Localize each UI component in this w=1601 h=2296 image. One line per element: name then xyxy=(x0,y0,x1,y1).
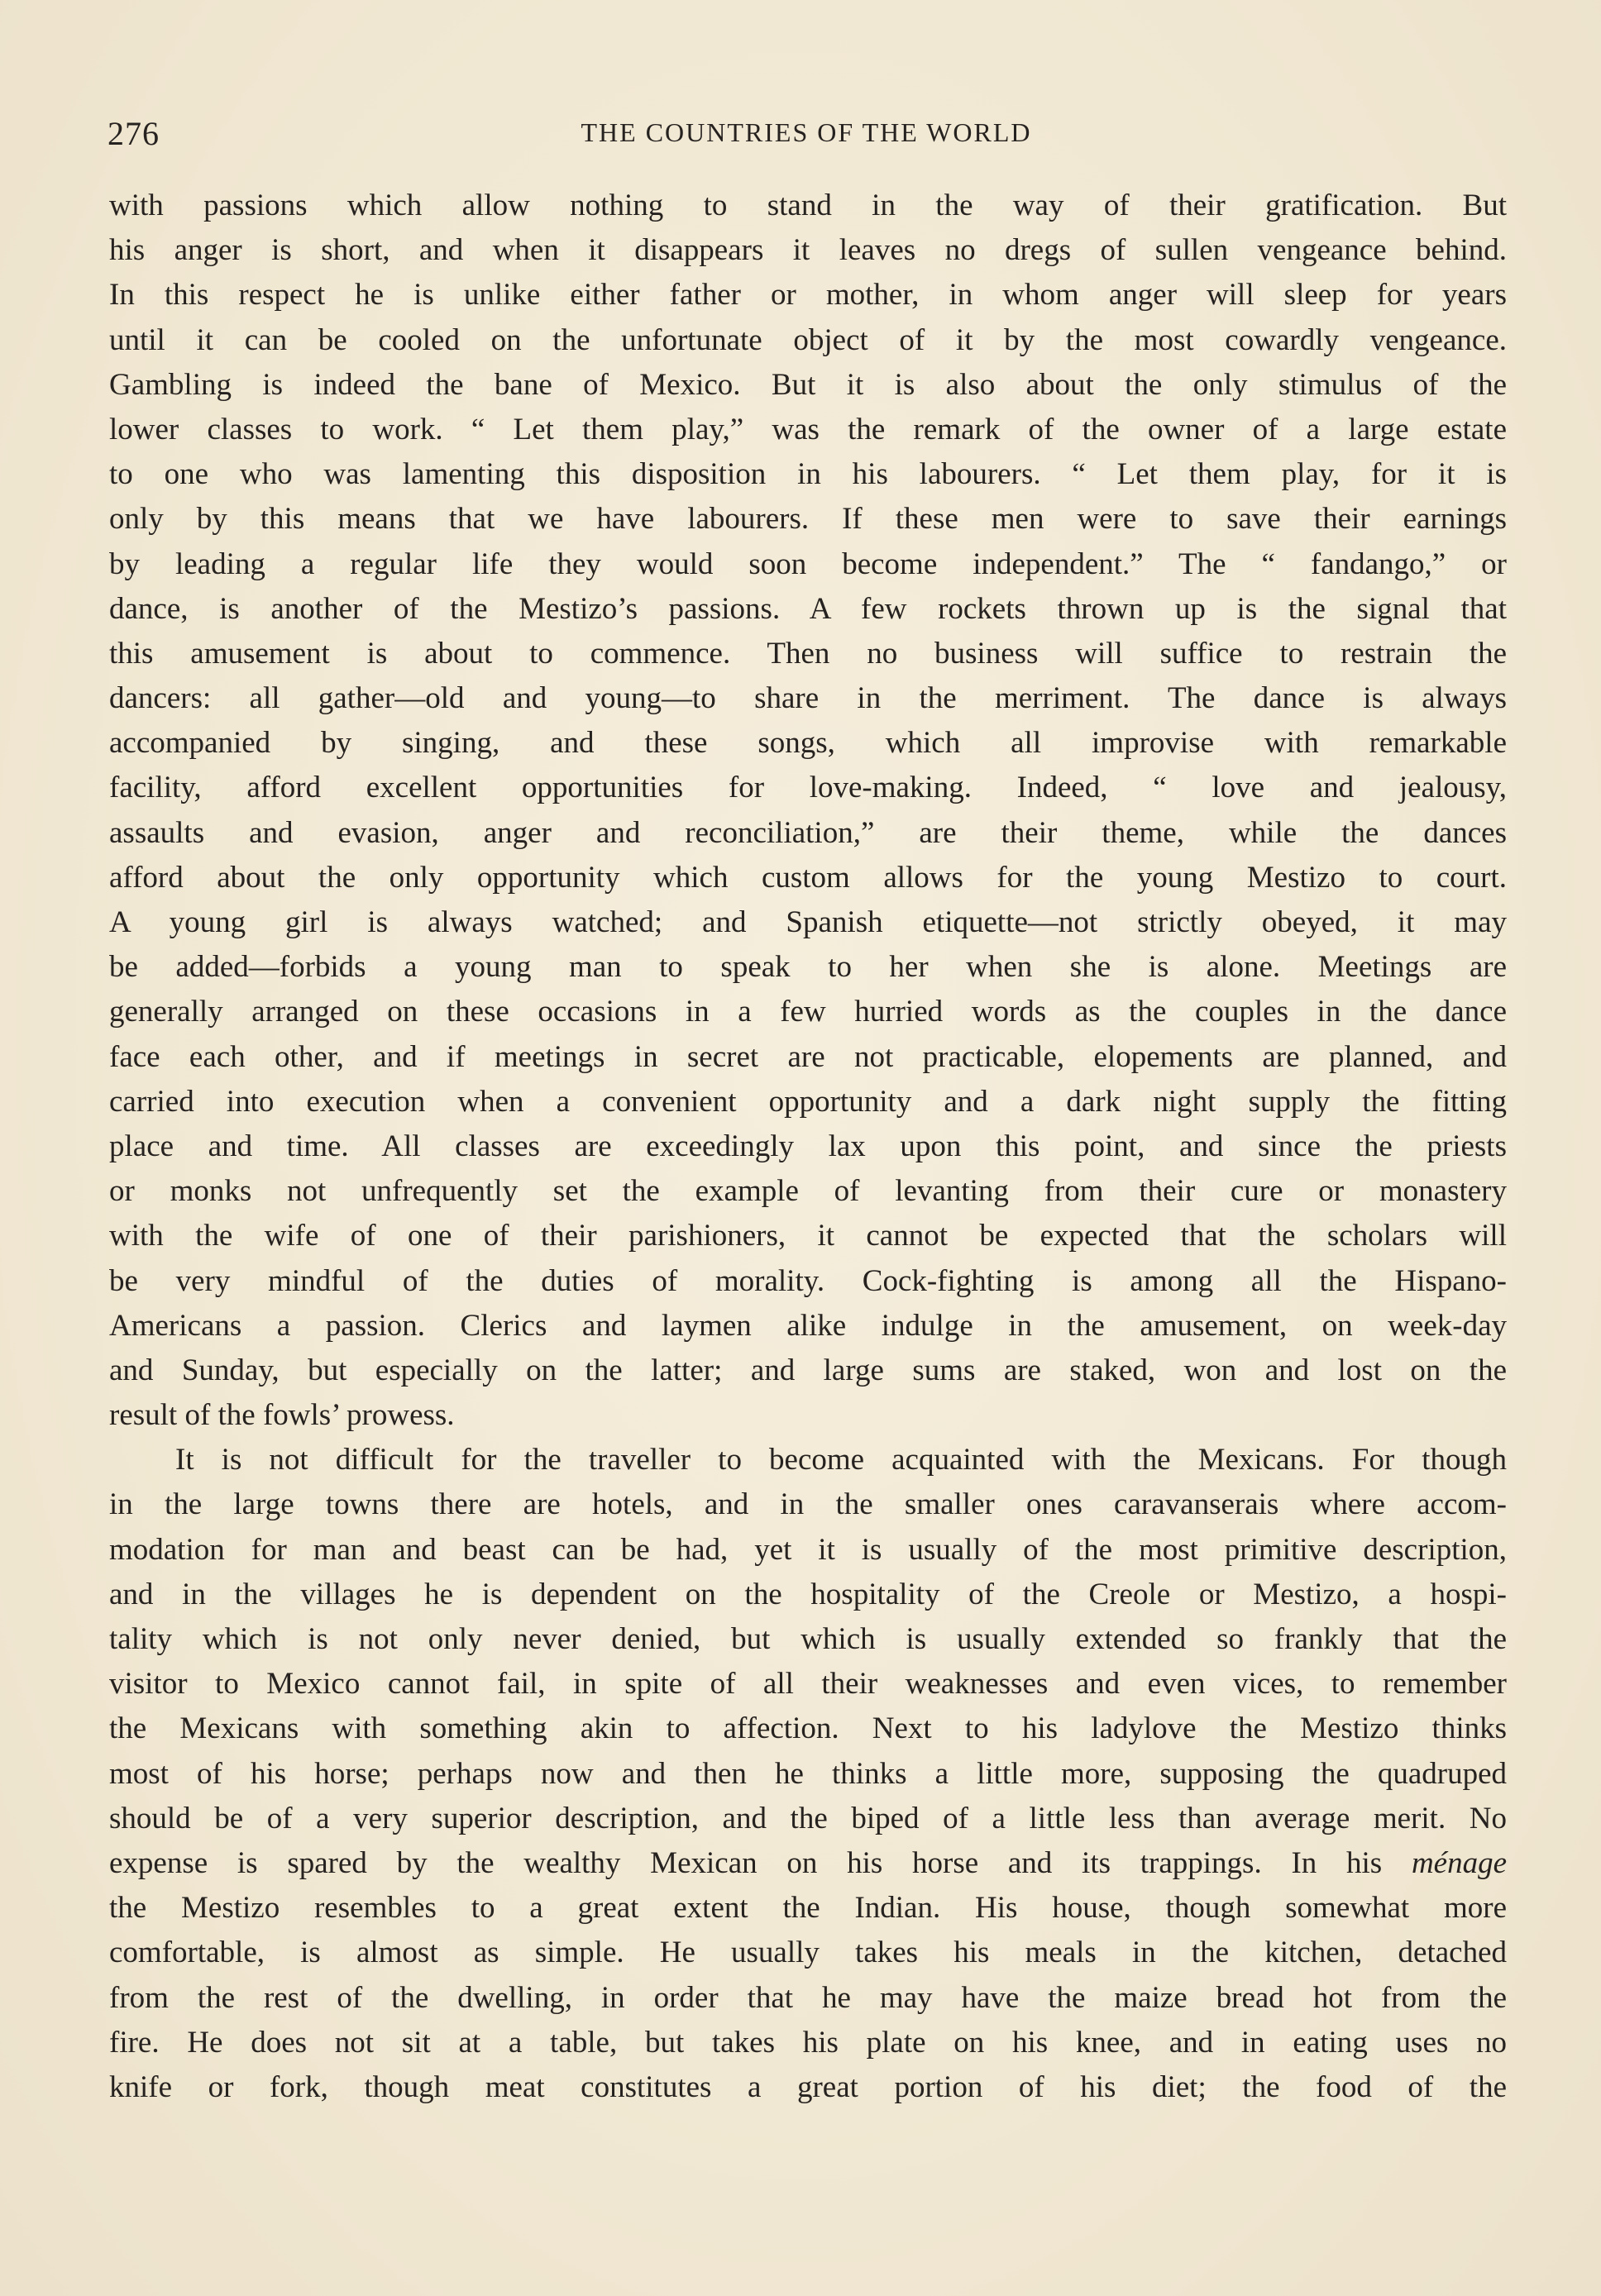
page-header xyxy=(108,107,1505,157)
text-line: dance, is another of the Mestizo’s passions. A few rockets thrown up is the signal that xyxy=(109,591,1507,626)
paragraph-start-line: It is not difficult for the traveller to become acquainted with the Mexicans. For though xyxy=(175,1443,1507,1477)
paragraph-end-line: result of the fowls’ prowess. xyxy=(109,1398,455,1433)
text-line: with the wife of one of their parishioners, it cannot be expected that the scholars will xyxy=(109,1219,1507,1253)
text-line: facility, afford excellent opportunities for love-making. Indeed, “ love and jealousy, xyxy=(109,771,1507,805)
text-line: the Mestizo resembles to a great extent the Indian. His house, though somewhat more xyxy=(109,1891,1507,1926)
text-segment: expense is spared by the wealthy Mexican on his horse and its trappings. In his xyxy=(109,1845,1383,1880)
text-line: knife or fork, though meat constitutes a great portion of his diet; the food of the xyxy=(109,2069,1507,2104)
text-line: afford about the only opportunity which custom allows for the young Mestizo to court. xyxy=(109,860,1507,895)
text-line: this amusement is about to commence. Then no business will suffice to restrain the xyxy=(109,636,1507,671)
text-line: A young girl is always watched; and Spanish etiquette—not strictly obeyed, it may xyxy=(109,905,1507,939)
text-line: face each other, and if meetings in secret are not practicable, elopements are planned, and xyxy=(109,1039,1507,1074)
text-line: most of his horse; perhaps now and then he thinks a little more, supposing the quadruped xyxy=(109,1756,1507,1791)
text-line: and in the villages he is dependent on the hospitality of the Creole or Mestizo, a hospi- xyxy=(109,1577,1507,1611)
text-line: place and time. All classes are exceedingly lax upon this point, and since the priests xyxy=(109,1129,1507,1163)
text-line: modation for man and beast can be had, yet it is usually of the most primitive description, xyxy=(109,1532,1507,1567)
text-line: and Sunday, but especially on the latter; and large sums are staked, won and lost on the xyxy=(109,1353,1507,1387)
text-line: Gambling is indeed the bane of Mexico. But it is also about the only stimulus of the xyxy=(109,367,1507,402)
body-text xyxy=(109,184,1507,2110)
text-line: fire. He does not sit at a table, but takes his plate on his knee, and in eating uses no xyxy=(109,2025,1507,2060)
text-line: be very mindful of the duties of morality. Cock-fighting is among all the Hispano- xyxy=(109,1263,1507,1298)
text-line: from the rest of the dwelling, in order that he may have the maize bread hot from the xyxy=(109,1980,1507,2015)
text-line: dancers: all gather—old and young—to share in the merriment. The dance is always xyxy=(109,681,1507,716)
text-line: or monks not unfrequently set the example of levanting from their cure or monastery xyxy=(109,1174,1507,1209)
page-number: 276 xyxy=(108,115,160,152)
text-line: tality which is not only never denied, but which is usually extended so frankly that the xyxy=(109,1622,1507,1656)
text-line: in the large towns there are hotels, and in the smaller ones caravanserais where accom- xyxy=(109,1487,1507,1522)
text-line: to one who was lamenting this disposition in his labourers. “ Let them play, for it is xyxy=(109,457,1507,492)
text-line: carried into execution when a convenient opportunity and a dark night supply the fitting xyxy=(109,1084,1507,1119)
text-line: the Mexicans with something akin to affection. Next to his ladylove the Mestizo thinks xyxy=(109,1711,1507,1746)
text-line-with-italic xyxy=(109,1841,1507,1886)
text-line: until it can be cooled on the unfortunate object of it by the most cowardly vengeance. xyxy=(109,322,1507,357)
text-line: only by this means that we have labourers. If these men were to save their earnings xyxy=(109,502,1507,537)
text-line: by leading a regular life they would soon become independent.” The “ fandango,” or xyxy=(109,547,1507,581)
text-line: accompanied by singing, and these songs, which all improvise with remarkable xyxy=(109,726,1507,761)
text-line: generally arranged on these occasions in a few hurried words as the couples in the dance xyxy=(109,995,1507,1029)
text-line: visitor to Mexico cannot fail, in spite of all their weaknesses and even vices, to remember xyxy=(109,1667,1507,1702)
running-head: THE COUNTRIES OF THE WORLD xyxy=(581,117,1032,147)
text-line: should be of a very superior description, and the biped of a little less than average merit. No xyxy=(109,1801,1507,1835)
italic-word: ménage xyxy=(1411,1845,1507,1880)
text-line: his anger is short, and when it disappears it leaves no dregs of sullen vengeance behind. xyxy=(109,233,1507,268)
text-line: with passions which allow nothing to stand in the way of their gratification. But xyxy=(109,189,1507,222)
text-line: lower classes to work. “ Let them play,” was the remark of the owner of a large estate xyxy=(109,412,1507,446)
text-line: Americans a passion. Clerics and laymen alike indulge in the amusement, on week-day xyxy=(109,1308,1507,1343)
text-line: In this respect he is unlike either father or mother, in whom anger will sleep for years xyxy=(109,278,1507,313)
text-line: comfortable, is almost as simple. He usually takes his meals in the kitchen, detached xyxy=(109,1936,1507,1970)
text-line: be added—forbids a young man to speak to her when she is alone. Meetings are xyxy=(109,950,1507,985)
text-line: assaults and evasion, anger and reconciliation,” are their theme, while the dances xyxy=(109,815,1507,850)
